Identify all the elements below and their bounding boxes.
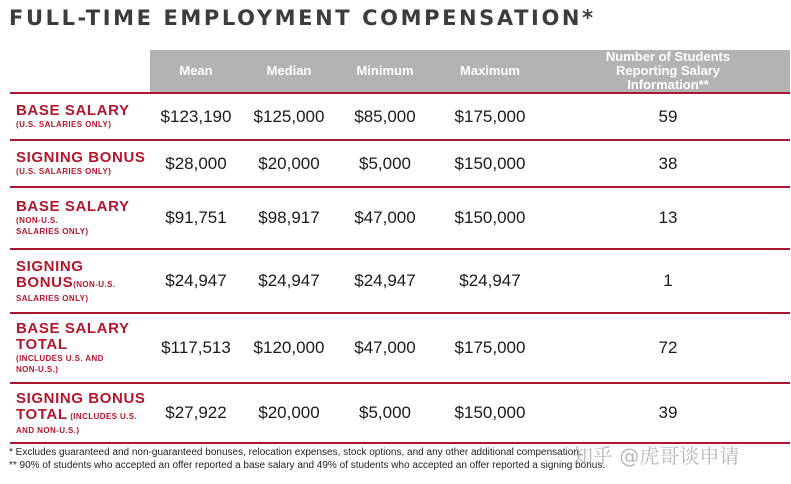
- cell-mean: $117,513: [150, 313, 242, 383]
- cell-median: $125,000: [242, 93, 336, 140]
- row-label-main: BASE SALARY: [16, 198, 130, 215]
- row-label-sub: SALARIES ONLY): [16, 227, 89, 236]
- header-minimum: Minimum: [336, 50, 434, 93]
- row-label-main: SIGNING BONUS: [16, 149, 146, 166]
- cell-count: 39: [546, 383, 790, 443]
- cell-mean: $91,751: [150, 187, 242, 249]
- row-label-sub: AND NON-U.S.): [16, 425, 80, 435]
- row-label: [10, 187, 150, 249]
- cell-minimum: $47,000: [336, 187, 434, 249]
- footnote: ** 90% of students who accepted an offer reported a base salary and 49% of students who accepted an offer reported a signing bonus.: [9, 460, 606, 471]
- row-label-main-line2: [16, 407, 149, 425]
- table-row: [10, 249, 790, 313]
- page-title: FULL-TIME EMPLOYMENT COMPENSATION*: [9, 6, 596, 30]
- table-row: [10, 383, 790, 443]
- footnotes: [9, 446, 605, 472]
- cell-count: 72: [546, 313, 790, 383]
- header-maximum: Maximum: [434, 50, 546, 93]
- cell-count: 13: [546, 187, 790, 249]
- cell-count: 1: [546, 249, 790, 313]
- table-row: [10, 93, 790, 140]
- cell-mean: $123,190: [150, 93, 242, 140]
- cell-minimum: $24,947: [336, 249, 434, 313]
- table-row: [10, 140, 790, 187]
- cell-median: $98,917: [242, 187, 336, 249]
- header-median: Median: [242, 50, 336, 93]
- table-row: [10, 187, 790, 249]
- footnote: * Excludes guaranteed and non-guaranteed bonuses, relocation expenses, stock options, and any other additional compensation.: [9, 447, 582, 458]
- row-label-sub: (NON-U.S.: [16, 216, 59, 225]
- table-header-row: [10, 50, 790, 93]
- header-mean: Mean: [150, 50, 242, 93]
- row-label-inline-sub: (NON-U.S.: [73, 279, 116, 289]
- cell-maximum: $175,000: [434, 313, 546, 383]
- cell-count: 38: [546, 140, 790, 187]
- row-label-main: SIGNING: [16, 257, 84, 275]
- cell-minimum: $85,000: [336, 93, 434, 140]
- compensation-table: [10, 50, 790, 444]
- row-label: [10, 383, 150, 443]
- header-student-count: Number of Students Reporting Salary Information**: [546, 50, 790, 93]
- row-label: [10, 140, 150, 187]
- row-label-main-line2: [16, 275, 149, 293]
- cell-minimum: $5,000: [336, 140, 434, 187]
- header-blank-cell: [10, 50, 150, 93]
- cell-minimum: $5,000: [336, 383, 434, 443]
- row-label-main-word: TOTAL: [16, 405, 68, 423]
- cell-median: $20,000: [242, 383, 336, 443]
- row-label-main-line2: TOTAL: [16, 336, 68, 353]
- cell-maximum: $24,947: [434, 249, 546, 313]
- row-label-sub: (INCLUDES U.S. AND: [16, 354, 104, 363]
- cell-maximum: $150,000: [434, 187, 546, 249]
- row-label-main: SIGNING BONUS: [16, 389, 146, 407]
- row-label: [10, 313, 150, 383]
- watermark: 知乎 @虎哥谈申请: [573, 444, 740, 468]
- table-row: [10, 313, 790, 383]
- cell-maximum: $150,000: [434, 383, 546, 443]
- row-label-sub: (U.S. SALARIES ONLY): [16, 120, 112, 129]
- row-label-main: BASE SALARY: [16, 102, 130, 119]
- cell-mean: $28,000: [150, 140, 242, 187]
- row-label-main: BASE SALARY: [16, 320, 130, 337]
- row-label-main-word: BONUS: [16, 273, 74, 291]
- row-label-sub: (U.S. SALARIES ONLY): [16, 167, 112, 176]
- row-label: [10, 93, 150, 140]
- row-label: [10, 249, 150, 313]
- cell-count: 59: [546, 93, 790, 140]
- cell-maximum: $150,000: [434, 140, 546, 187]
- row-label-sub: SALARIES ONLY): [16, 293, 89, 303]
- cell-median: $24,947: [242, 249, 336, 313]
- cell-mean: $24,947: [150, 249, 242, 313]
- row-label-inline-sub: (INCLUDES U.S.: [67, 411, 138, 421]
- row-label-sub: NON-U.S.): [16, 365, 59, 374]
- cell-median: $120,000: [242, 313, 336, 383]
- cell-maximum: $175,000: [434, 93, 546, 140]
- cell-minimum: $47,000: [336, 313, 434, 383]
- cell-median: $20,000: [242, 140, 336, 187]
- cell-mean: $27,922: [150, 383, 242, 443]
